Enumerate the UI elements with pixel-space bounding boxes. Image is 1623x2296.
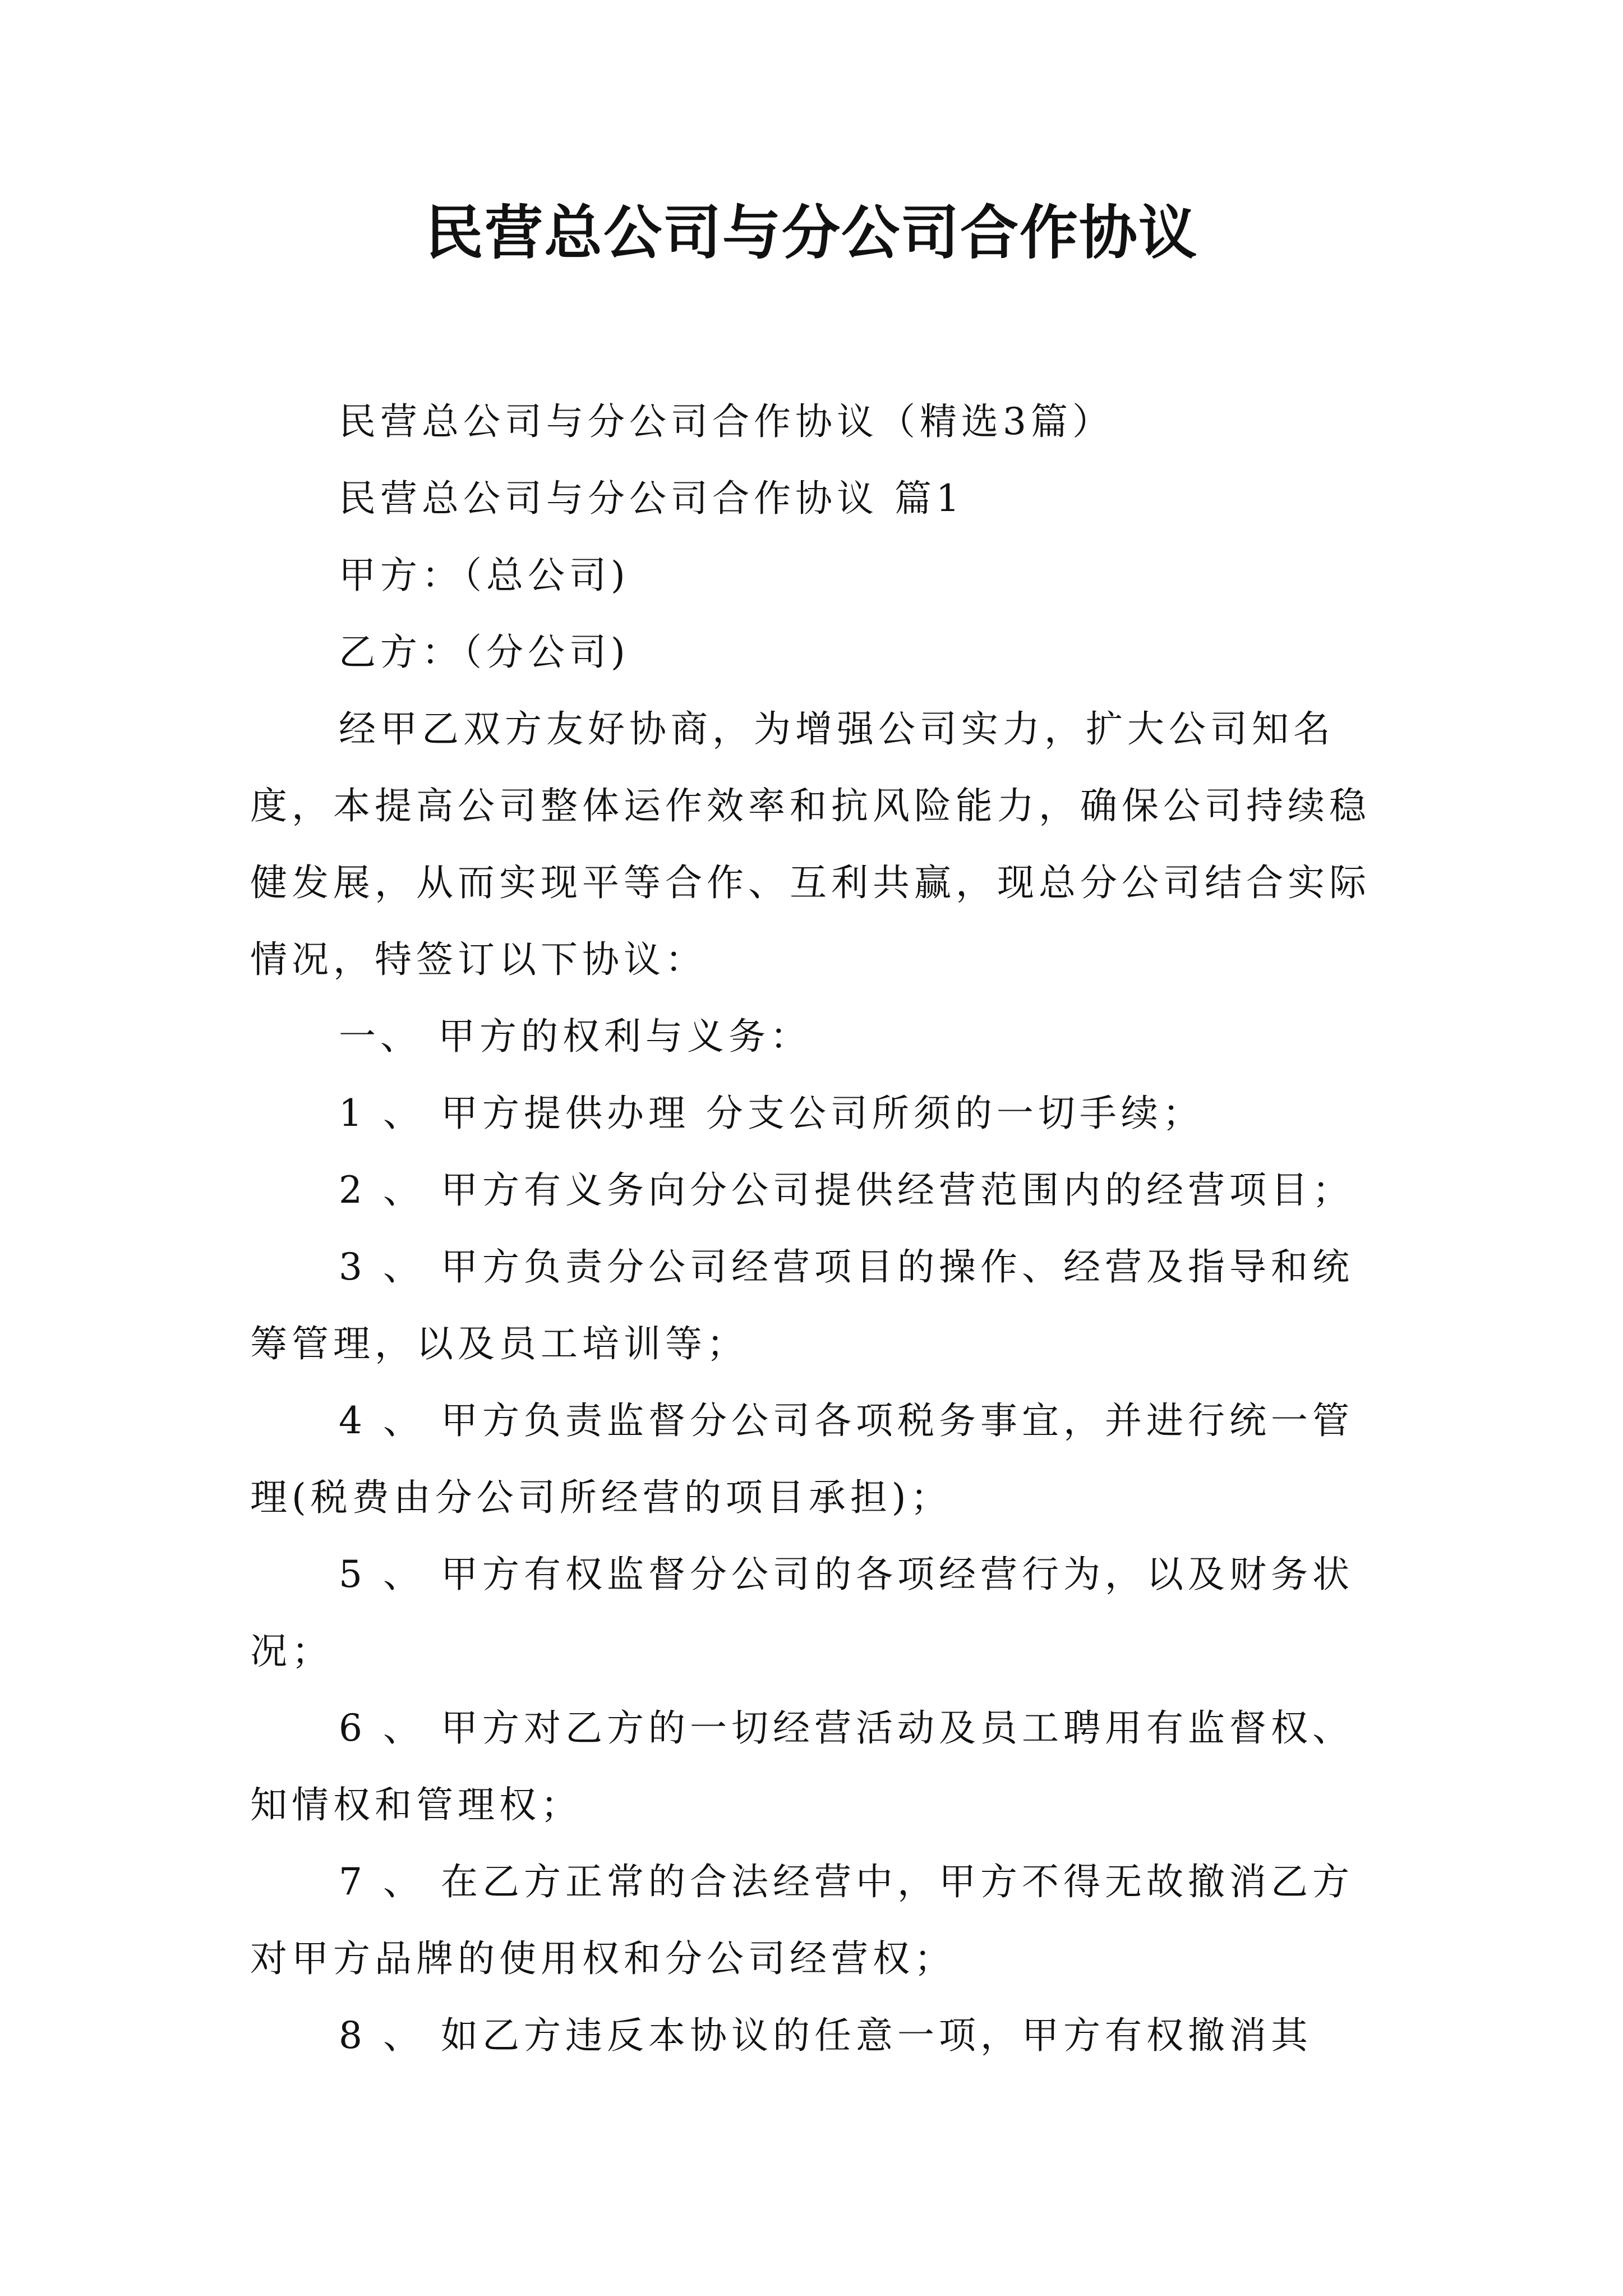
paragraph: 甲方：（总公司) (339, 554, 630, 597)
paragraph: 3 、 甲方负责分公司经营项目的操作、经营及指导和统筹管理，以及员工培训等； (250, 1245, 1354, 1365)
document-title: 民营总公司与分公司合作协议 (425, 198, 1198, 267)
paragraph: 2 、 甲方有义务向分公司提供经营范围内的经营项目； (339, 1168, 1354, 1212)
paragraph: 乙方：（分公司) (339, 631, 630, 674)
paragraph: 民营总公司与分公司合作协议（精选3篇） (339, 400, 1114, 443)
paragraph: 一、 甲方的权利与义务： (339, 1015, 811, 1058)
paragraph: 4 、 甲方负责监督分公司各项税务事宜，并进行统一管理(税费由分公司所经营的项目承担)； (250, 1399, 1354, 1519)
paragraph: 8 、 如乙方违反本协议的任意一项，甲方有权撤消其 (339, 2014, 1312, 2057)
paragraph: 6 、 甲方对乙方的一切经营活动及员工聘用有监督权、知情权和管理权； (250, 1706, 1354, 1826)
paragraph: 经甲乙双方友好协商，为增强公司实力，扩大公司知名度，本提高公司整体运作效率和抗风险能力，确保公司持续稳健发展，从而实现平等合作、互利共赢，现总分公司结合实际情况，特签订以下协议： (250, 707, 1371, 981)
document-body (250, 383, 1389, 2074)
paragraph: 7 、 在乙方正常的合法经营中，甲方不得无故撤消乙方对甲方品牌的使用权和分公司经营权； (250, 1860, 1354, 1980)
paragraph: 5 、 甲方有权监督分公司的各项经营行为，以及财务状况； (250, 1553, 1354, 1673)
paragraph: 1 、 甲方提供办理 分支公司所须的一切手续； (339, 1092, 1204, 1135)
paragraph: 民营总公司与分公司合作协议 篇1 (339, 477, 964, 520)
